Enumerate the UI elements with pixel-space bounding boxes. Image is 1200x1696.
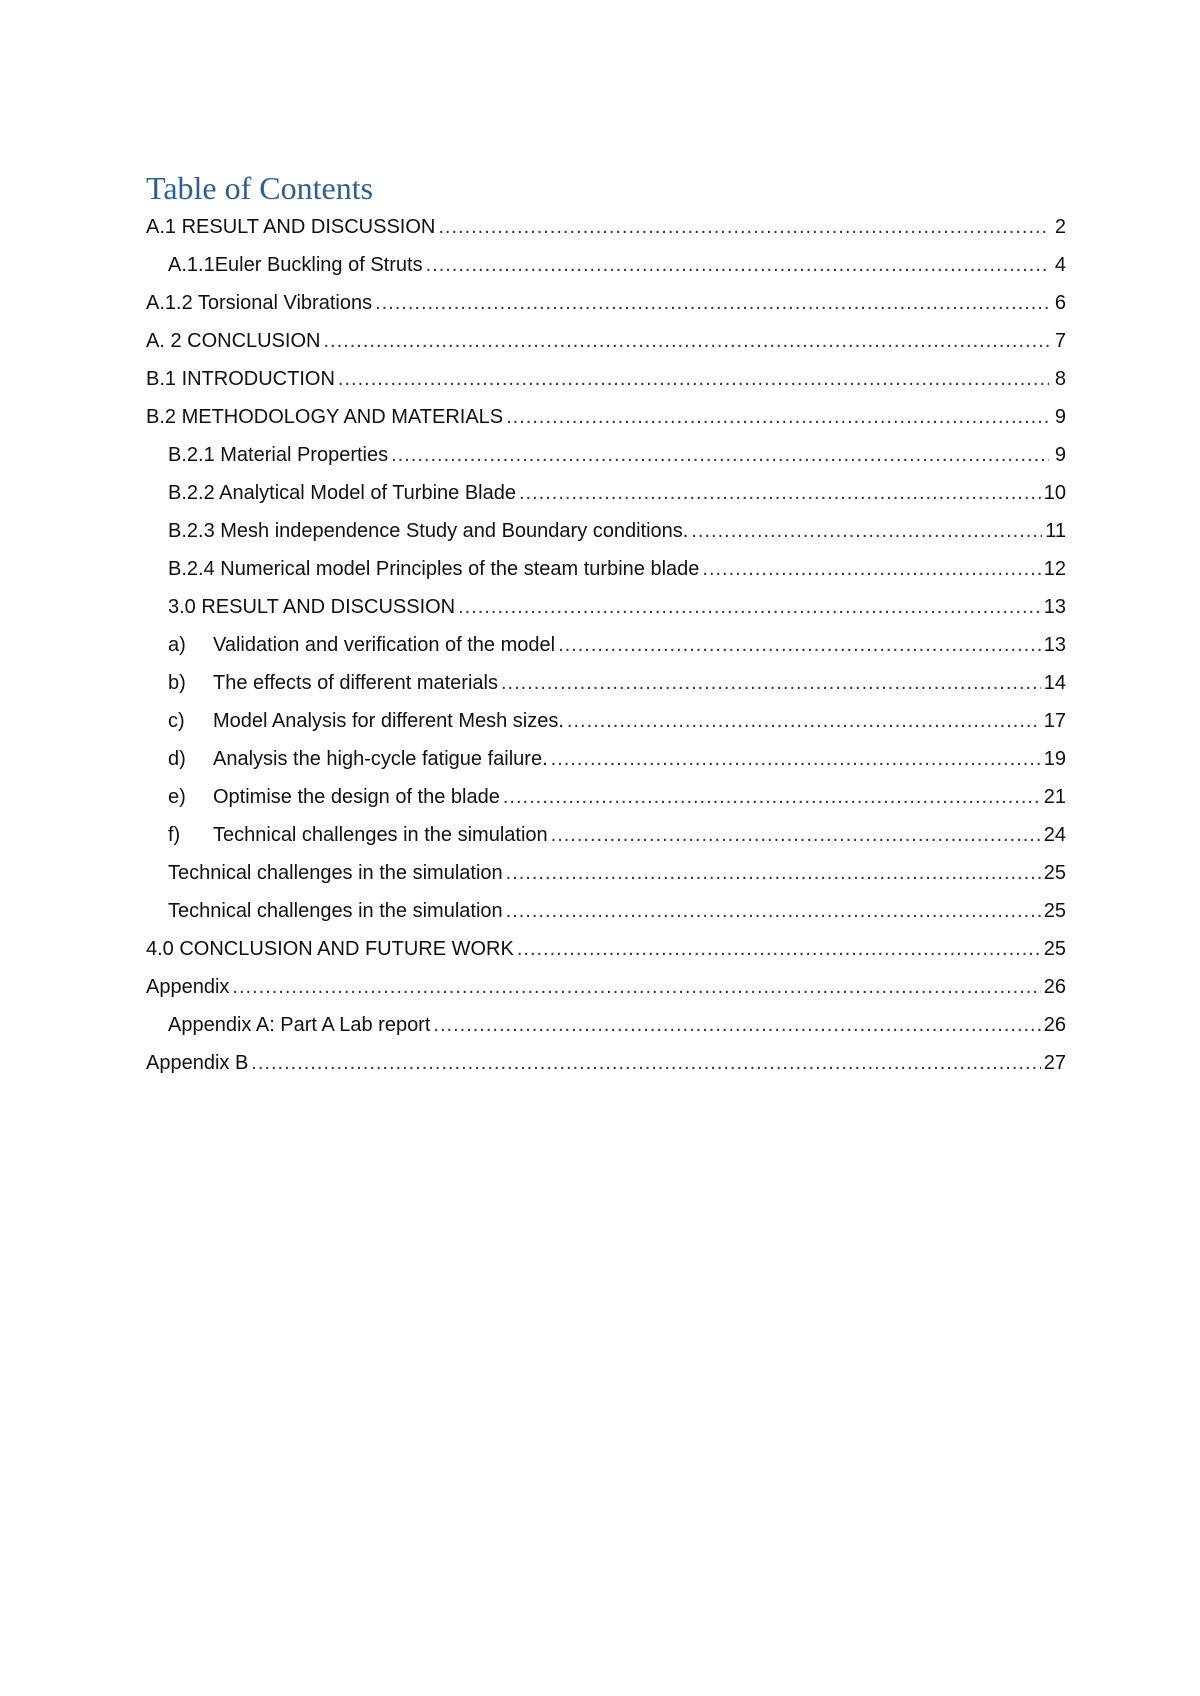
- toc-entry-label: A.1.2 Torsional Vibrations: [146, 292, 373, 314]
- toc-entry[interactable]: [146, 360, 1066, 398]
- toc-entry-label: B.2.4 Numerical model Principles of the steam turbine blade: [168, 558, 700, 580]
- toc-entry-label: The effects of different materials: [213, 672, 498, 694]
- toc-dot-leader: [458, 588, 1041, 626]
- toc-entry[interactable]: [146, 816, 1066, 854]
- toc-dot-leader: [702, 550, 1040, 588]
- toc-dot-leader: [567, 702, 1041, 740]
- toc-entry-label: B.1 INTRODUCTION: [146, 368, 335, 390]
- toc-page-number: 12: [1043, 558, 1066, 580]
- toc-entry[interactable]: [146, 436, 1066, 474]
- toc-entry-label: A. 2 CONCLUSION: [146, 330, 321, 352]
- toc-dot-leader: [338, 360, 1049, 398]
- toc-entry[interactable]: [146, 664, 1066, 702]
- toc-list: [146, 208, 1066, 1082]
- toc-entry-number: e): [168, 786, 186, 808]
- toc-entry[interactable]: [146, 512, 1066, 550]
- toc-dot-leader: [551, 816, 1041, 854]
- toc-page-number: 8: [1054, 368, 1066, 390]
- toc-entry-label: Model Analysis for different Mesh sizes.: [213, 710, 564, 732]
- toc-entry[interactable]: [146, 398, 1066, 436]
- toc-page-number: 11: [1045, 520, 1066, 542]
- toc-page-number: 7: [1054, 330, 1066, 352]
- toc-entry-label: Optimise the design of the blade: [213, 786, 500, 808]
- toc-entry-label: A.1.1Euler Buckling of Struts: [168, 254, 423, 276]
- toc-entry[interactable]: [146, 208, 1066, 246]
- toc-entry[interactable]: [146, 968, 1066, 1006]
- toc-entry[interactable]: [146, 474, 1066, 512]
- toc-dot-leader: [551, 740, 1041, 778]
- toc-page-number: 25: [1043, 900, 1066, 922]
- toc-entry-label: A.1 RESULT AND DISCUSSION: [146, 216, 436, 238]
- toc-entry[interactable]: [146, 1006, 1066, 1044]
- toc-page-number: 27: [1043, 1052, 1066, 1074]
- toc-entry-label: Appendix: [146, 976, 230, 998]
- toc-entry-label: 3.0 RESULT AND DISCUSSION: [168, 596, 456, 618]
- toc-entry-label: B.2.3 Mesh independence Study and Boundary conditions.: [168, 520, 689, 542]
- toc-dot-leader: [251, 1044, 1040, 1082]
- toc-entry[interactable]: [146, 1044, 1066, 1082]
- toc-page-number: 13: [1043, 634, 1066, 656]
- toc-dot-leader: [426, 246, 1049, 284]
- toc-page-number: 24: [1043, 824, 1066, 846]
- toc-entry-label: Technical challenges in the simulation: [168, 862, 503, 884]
- toc-page-number: 9: [1054, 406, 1066, 428]
- toc-dot-leader: [438, 208, 1049, 246]
- toc-entry-number: c): [168, 710, 185, 732]
- toc-page-number: 2: [1054, 216, 1066, 238]
- toc-entry-label: B.2.1 Material Properties: [168, 444, 389, 466]
- toc-entry[interactable]: [146, 702, 1066, 740]
- toc-page-number: 13: [1043, 596, 1066, 618]
- toc-page-number: 17: [1043, 710, 1066, 732]
- toc-dot-leader: [503, 778, 1041, 816]
- toc-entry-number: f): [168, 824, 181, 846]
- toc-entry[interactable]: [146, 626, 1066, 664]
- toc-page-number: 14: [1043, 672, 1066, 694]
- toc-page-number: 9: [1054, 444, 1066, 466]
- toc-page-number: 21: [1043, 786, 1066, 808]
- toc-dot-leader: [391, 436, 1049, 474]
- toc-entry-number: d): [168, 748, 186, 770]
- toc-entry-label: 4.0 CONCLUSION AND FUTURE WORK: [146, 938, 514, 960]
- toc-dot-leader: [232, 968, 1040, 1006]
- toc-page-number: 4: [1054, 254, 1066, 276]
- toc-page-number: 25: [1043, 862, 1066, 884]
- toc-entry-label: Appendix B: [146, 1052, 249, 1074]
- toc-entry-number: b): [168, 672, 186, 694]
- toc-entry[interactable]: [146, 778, 1066, 816]
- toc-dot-leader: [558, 626, 1041, 664]
- toc-page-number: 25: [1043, 938, 1066, 960]
- toc-title: Table of Contents: [146, 170, 374, 206]
- toc-dot-leader: [691, 512, 1042, 550]
- toc-entry-label: Technical challenges in the simulation: [168, 900, 503, 922]
- toc-dot-leader: [501, 664, 1041, 702]
- toc-dot-leader: [375, 284, 1049, 322]
- toc-entry-label: Technical challenges in the simulation: [213, 824, 548, 846]
- toc-dot-leader: [506, 892, 1041, 930]
- toc-dot-leader: [323, 322, 1049, 360]
- toc-page-number: 26: [1043, 1014, 1066, 1036]
- toc-entry[interactable]: [146, 322, 1066, 360]
- toc-entry[interactable]: [146, 930, 1066, 968]
- toc-page-number: 19: [1043, 748, 1066, 770]
- toc-entry[interactable]: [146, 246, 1066, 284]
- toc-entry[interactable]: [146, 892, 1066, 930]
- toc-dot-leader: [519, 474, 1041, 512]
- toc-entry-label: B.2 METHODOLOGY AND MATERIALS: [146, 406, 504, 428]
- toc-page-number: 26: [1043, 976, 1066, 998]
- toc-entry-label: B.2.2 Analytical Model of Turbine Blade: [168, 482, 516, 504]
- toc-entry[interactable]: [146, 740, 1066, 778]
- toc-entry-number: a): [168, 634, 186, 656]
- toc-entry[interactable]: [146, 588, 1066, 626]
- toc-entry-label: Validation and verification of the model: [213, 634, 556, 656]
- toc-page-number: 10: [1043, 482, 1066, 504]
- toc-dot-leader: [506, 398, 1049, 436]
- toc-entry[interactable]: [146, 550, 1066, 588]
- toc-entry[interactable]: [146, 854, 1066, 892]
- toc-dot-leader: [433, 1006, 1040, 1044]
- toc-entry-label: Appendix A: Part A Lab report: [168, 1014, 431, 1036]
- toc-entry-label: Analysis the high-cycle fatigue failure.: [213, 748, 548, 770]
- toc-dot-leader: [506, 854, 1041, 892]
- toc-page-number: 6: [1054, 292, 1066, 314]
- toc-entry[interactable]: [146, 284, 1066, 322]
- toc-dot-leader: [517, 930, 1041, 968]
